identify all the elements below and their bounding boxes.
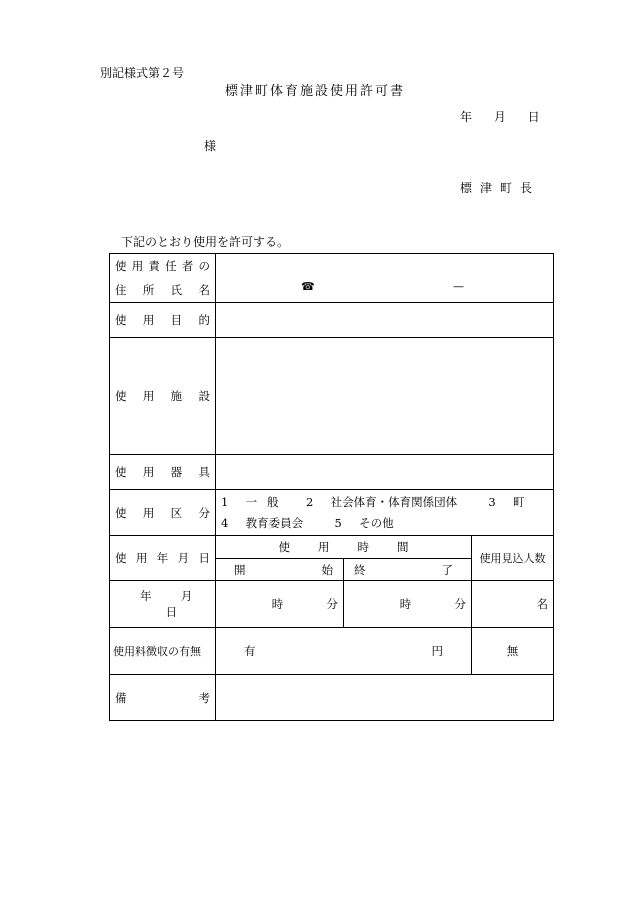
end-minute-unit: 分 bbox=[454, 597, 466, 611]
category-row bbox=[110, 490, 554, 536]
category-option-3[interactable]: 町 bbox=[513, 494, 525, 509]
fee-row bbox=[110, 628, 554, 675]
fee-no[interactable]: 無 bbox=[472, 628, 554, 675]
category-line-2 bbox=[221, 513, 548, 534]
day-unit: 日 bbox=[165, 605, 178, 619]
permit-form-table bbox=[109, 253, 554, 721]
time-header-cell bbox=[216, 536, 472, 559]
start-hour-unit: 時 bbox=[271, 597, 284, 611]
applicant-row bbox=[110, 254, 554, 303]
attendance-label: 使用見込人数 bbox=[472, 536, 554, 581]
date-line: 年 月 日 bbox=[460, 110, 540, 124]
year-unit: 年 bbox=[140, 589, 152, 603]
form-number: 別記様式第２号 bbox=[100, 66, 185, 80]
addressee-suffix: 様 bbox=[204, 139, 217, 153]
remarks-row bbox=[110, 675, 554, 721]
category-option-4-number: 4 bbox=[221, 515, 229, 530]
phone-dash: — bbox=[453, 280, 464, 293]
usage-value-row bbox=[110, 581, 554, 628]
fee-currency-unit: 円 bbox=[431, 644, 443, 658]
phone-icon: ☎ bbox=[301, 280, 315, 293]
attendance-cell[interactable] bbox=[472, 581, 554, 628]
category-label: 使用区分 bbox=[110, 490, 216, 536]
purpose-label: 使用目的 bbox=[110, 303, 216, 338]
purpose-row bbox=[110, 303, 554, 338]
applicant-field[interactable] bbox=[216, 254, 554, 303]
category-option-2[interactable]: 社会体育・体育関係団体 bbox=[330, 494, 458, 509]
category-options bbox=[216, 490, 554, 536]
category-option-5[interactable]: その他 bbox=[359, 515, 394, 530]
fee-amount-cell[interactable] bbox=[216, 628, 472, 675]
facility-row bbox=[110, 338, 554, 455]
applicant-label-cell bbox=[110, 254, 216, 303]
category-option-1[interactable]: 一般 bbox=[245, 494, 289, 509]
issuer: 標津町長 bbox=[460, 181, 541, 195]
fee-label: 使用料徴収の有無 bbox=[110, 628, 216, 675]
start-time-cell[interactable] bbox=[216, 581, 344, 628]
category-option-5-number: 5 bbox=[334, 515, 342, 530]
end-hour-unit: 時 bbox=[399, 597, 412, 611]
document-title: 標津町体育施設使用許可書 bbox=[224, 84, 405, 99]
end-label: 終了 bbox=[344, 559, 472, 581]
equipment-label: 使用器具 bbox=[110, 455, 216, 490]
equipment-row bbox=[110, 455, 554, 490]
equipment-field[interactable] bbox=[216, 455, 554, 490]
date-label: 使用年月日 bbox=[110, 536, 216, 581]
remarks-field[interactable] bbox=[216, 675, 554, 721]
persons-unit: 名 bbox=[536, 597, 549, 611]
usage-header-row-1 bbox=[110, 536, 554, 559]
category-option-1-number: 1 bbox=[221, 494, 229, 509]
time-label: 使用時間 bbox=[278, 540, 437, 554]
month-unit: 月 bbox=[180, 589, 193, 603]
category-line-1 bbox=[221, 492, 548, 513]
fee-yes: 有 bbox=[244, 644, 256, 658]
applicant-label-2: 住所氏名 bbox=[115, 283, 210, 297]
end-time-cell[interactable] bbox=[344, 581, 472, 628]
applicant-label-1: 使用責任者の bbox=[115, 259, 210, 273]
category-option-3-number: 3 bbox=[488, 494, 496, 509]
purpose-field[interactable] bbox=[216, 303, 554, 338]
remarks-label: 備考 bbox=[110, 675, 216, 721]
start-label: 開始 bbox=[216, 559, 344, 581]
category-option-4[interactable]: 教育委員会 bbox=[245, 515, 304, 530]
facility-label: 使用施設 bbox=[110, 338, 216, 455]
category-option-2-number: 2 bbox=[305, 494, 314, 509]
usage-date-cell[interactable] bbox=[110, 581, 216, 628]
lead-text: 下記のとおり使用を許可する。 bbox=[121, 235, 290, 249]
facility-field[interactable] bbox=[216, 338, 554, 455]
start-minute-unit: 分 bbox=[326, 597, 338, 611]
